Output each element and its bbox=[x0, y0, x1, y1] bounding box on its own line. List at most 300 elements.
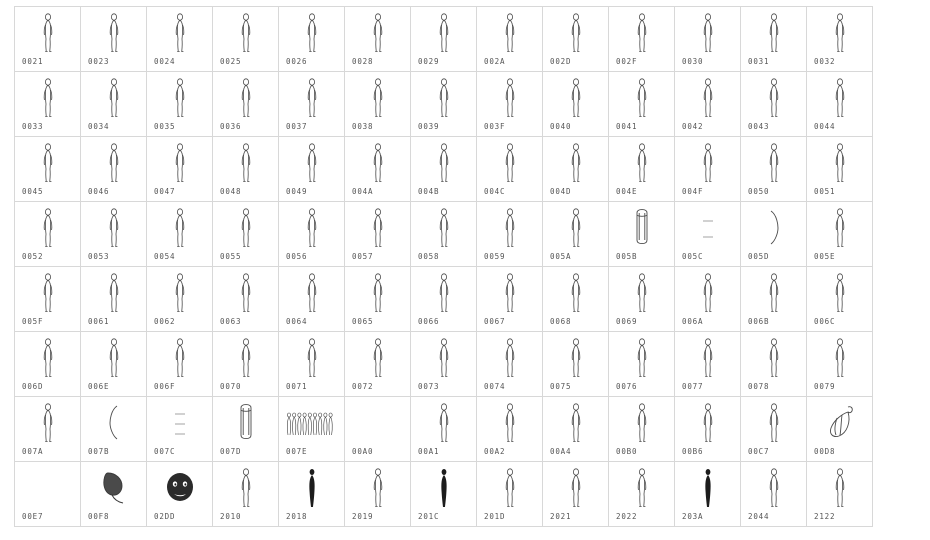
glyph-figure-icon bbox=[675, 141, 740, 183]
glyph-figure-icon bbox=[543, 271, 608, 313]
glyph-cell[interactable] bbox=[147, 397, 213, 462]
glyph-cell[interactable] bbox=[741, 202, 807, 267]
glyph-cell[interactable] bbox=[411, 332, 477, 397]
glyph-codepoint-label: 0057 bbox=[352, 252, 374, 261]
glyph-solid-figure-icon bbox=[411, 466, 476, 508]
glyph-cell[interactable] bbox=[15, 267, 81, 332]
glyph-cell[interactable] bbox=[477, 332, 543, 397]
glyph-figure-icon bbox=[411, 336, 476, 378]
glyph-codepoint-label: 00B0 bbox=[616, 447, 638, 456]
glyph-codepoint-label: 0032 bbox=[814, 57, 836, 66]
glyph-cell[interactable] bbox=[147, 462, 213, 527]
glyph-cell[interactable] bbox=[609, 202, 675, 267]
glyph-figure-icon bbox=[147, 271, 212, 313]
glyph-figure-icon bbox=[609, 141, 674, 183]
glyph-cell[interactable] bbox=[213, 72, 279, 137]
glyph-codepoint-label: 005D bbox=[748, 252, 770, 261]
glyph-solid-figure-icon bbox=[675, 466, 740, 508]
glyph-figure-icon bbox=[807, 141, 872, 183]
glyph-codepoint-label: 0026 bbox=[286, 57, 308, 66]
glyph-cell[interactable] bbox=[213, 202, 279, 267]
glyph-cell[interactable] bbox=[15, 72, 81, 137]
glyph-codepoint-label: 0039 bbox=[418, 122, 440, 131]
glyph-codepoint-label: 006D bbox=[22, 382, 44, 391]
glyph-codepoint-label: 2122 bbox=[814, 512, 836, 521]
glyph-cell[interactable] bbox=[15, 332, 81, 397]
glyph-cell[interactable] bbox=[345, 7, 411, 72]
glyph-figure-icon bbox=[741, 141, 806, 183]
glyph-cell[interactable] bbox=[609, 72, 675, 137]
glyph-codepoint-label: 0046 bbox=[88, 187, 110, 196]
glyph-codepoint-label: 0079 bbox=[814, 382, 836, 391]
glyph-blank-icon bbox=[345, 401, 410, 443]
glyph-figure-icon bbox=[609, 336, 674, 378]
glyph-codepoint-label: 00A1 bbox=[418, 447, 440, 456]
glyph-cell[interactable] bbox=[279, 397, 345, 462]
glyph-figure-icon bbox=[543, 466, 608, 508]
glyph-figure-icon bbox=[807, 271, 872, 313]
glyph-two-dashes-icon bbox=[675, 206, 740, 248]
glyph-cell[interactable] bbox=[543, 397, 609, 462]
glyph-figure-icon bbox=[741, 466, 806, 508]
glyph-codepoint-label: 007D bbox=[220, 447, 242, 456]
glyph-figure-icon bbox=[345, 206, 410, 248]
glyph-codepoint-label: 0061 bbox=[88, 317, 110, 326]
glyph-face-icon bbox=[147, 466, 212, 508]
glyph-cell[interactable] bbox=[279, 72, 345, 137]
glyph-cell[interactable] bbox=[345, 332, 411, 397]
glyph-figure-icon bbox=[279, 206, 344, 248]
glyph-cell[interactable] bbox=[543, 332, 609, 397]
glyph-cell[interactable] bbox=[609, 462, 675, 527]
glyph-figure-icon bbox=[675, 336, 740, 378]
glyph-codepoint-label: 0067 bbox=[484, 317, 506, 326]
glyph-cell[interactable] bbox=[741, 137, 807, 202]
glyph-codepoint-label: 0072 bbox=[352, 382, 374, 391]
glyph-figure-icon bbox=[15, 401, 80, 443]
glyph-figure-icon bbox=[147, 11, 212, 53]
glyph-codepoint-label: 0047 bbox=[154, 187, 176, 196]
glyph-figure-icon bbox=[609, 271, 674, 313]
glyph-figure-icon bbox=[213, 336, 278, 378]
glyph-figure-icon bbox=[81, 206, 146, 248]
glyph-cell[interactable] bbox=[81, 462, 147, 527]
glyph-figure-icon bbox=[477, 206, 542, 248]
glyph-codepoint-label: 0066 bbox=[418, 317, 440, 326]
glyph-grid bbox=[14, 6, 873, 527]
glyph-cell[interactable] bbox=[345, 267, 411, 332]
glyph-cell[interactable] bbox=[807, 462, 873, 527]
glyph-cell[interactable] bbox=[279, 7, 345, 72]
glyph-figure-icon bbox=[147, 76, 212, 118]
glyph-codepoint-label: 203A bbox=[682, 512, 704, 521]
glyph-cell[interactable] bbox=[675, 137, 741, 202]
glyph-codepoint-label: 0036 bbox=[220, 122, 242, 131]
glyph-codepoint-label: 007C bbox=[154, 447, 176, 456]
glyph-figure-icon bbox=[741, 11, 806, 53]
glyph-codepoint-label: 00F8 bbox=[88, 512, 110, 521]
glyph-cell[interactable] bbox=[543, 7, 609, 72]
glyph-codepoint-label: 0034 bbox=[88, 122, 110, 131]
glyph-codepoint-label: 006C bbox=[814, 317, 836, 326]
glyph-codepoint-label: 002A bbox=[484, 57, 506, 66]
glyph-codepoint-label: 007A bbox=[22, 447, 44, 456]
glyph-cell[interactable] bbox=[213, 7, 279, 72]
glyph-codepoint-label: 0078 bbox=[748, 382, 770, 391]
glyph-figure-icon bbox=[477, 76, 542, 118]
glyph-cell[interactable] bbox=[543, 137, 609, 202]
glyph-codepoint-label: 0030 bbox=[682, 57, 704, 66]
glyph-bracket-left-object-icon bbox=[609, 206, 674, 248]
glyph-codepoint-label: 2010 bbox=[220, 512, 242, 521]
glyph-codepoint-label: 0023 bbox=[88, 57, 110, 66]
glyph-figure-icon bbox=[213, 76, 278, 118]
glyph-codepoint-label: 00D8 bbox=[814, 447, 836, 456]
glyph-codepoint-label: 002D bbox=[550, 57, 572, 66]
glyph-cell[interactable] bbox=[741, 72, 807, 137]
glyph-figure-icon bbox=[279, 336, 344, 378]
glyph-cell[interactable] bbox=[609, 7, 675, 72]
glyph-figure-icon bbox=[477, 271, 542, 313]
glyph-cell[interactable] bbox=[147, 267, 213, 332]
glyph-figure-icon bbox=[345, 76, 410, 118]
glyph-codepoint-label: 0045 bbox=[22, 187, 44, 196]
glyph-figure-icon bbox=[81, 11, 146, 53]
glyph-cell[interactable] bbox=[345, 137, 411, 202]
glyph-codepoint-label: 006E bbox=[88, 382, 110, 391]
glyph-figure-icon bbox=[15, 336, 80, 378]
glyph-figure-icon bbox=[609, 401, 674, 443]
glyph-figure-icon bbox=[477, 401, 542, 443]
glyph-codepoint-label: 0074 bbox=[484, 382, 506, 391]
glyph-cell[interactable] bbox=[807, 7, 873, 72]
glyph-cell[interactable] bbox=[213, 397, 279, 462]
glyph-cell[interactable] bbox=[147, 72, 213, 137]
glyph-figure-icon bbox=[477, 466, 542, 508]
glyph-codepoint-label: 005C bbox=[682, 252, 704, 261]
glyph-codepoint-label: 005B bbox=[616, 252, 638, 261]
glyph-cell[interactable] bbox=[411, 397, 477, 462]
glyph-figure-icon bbox=[543, 401, 608, 443]
glyph-figure-icon bbox=[741, 271, 806, 313]
glyph-cell[interactable] bbox=[477, 267, 543, 332]
glyph-cell[interactable] bbox=[477, 397, 543, 462]
glyph-figure-icon bbox=[345, 466, 410, 508]
glyph-codepoint-label: 0021 bbox=[22, 57, 44, 66]
glyph-cell[interactable] bbox=[675, 267, 741, 332]
glyph-codepoint-label: 2018 bbox=[286, 512, 308, 521]
glyph-cell[interactable] bbox=[477, 7, 543, 72]
glyph-codepoint-label: 2022 bbox=[616, 512, 638, 521]
glyph-figure-icon bbox=[81, 271, 146, 313]
glyph-codepoint-label: 02DD bbox=[154, 512, 176, 521]
glyph-figure-icon bbox=[345, 11, 410, 53]
glyph-figure-icon bbox=[213, 11, 278, 53]
glyph-cell[interactable] bbox=[609, 397, 675, 462]
glyph-figure-icon bbox=[807, 206, 872, 248]
glyph-figure-icon bbox=[147, 206, 212, 248]
glyph-blank-icon bbox=[15, 466, 80, 508]
glyph-figure-icon bbox=[147, 141, 212, 183]
glyph-cell[interactable] bbox=[411, 267, 477, 332]
glyph-codepoint-label: 0077 bbox=[682, 382, 704, 391]
glyph-figure-icon bbox=[213, 141, 278, 183]
glyph-cell[interactable] bbox=[609, 332, 675, 397]
glyph-cell[interactable] bbox=[609, 137, 675, 202]
glyph-codepoint-label: 004F bbox=[682, 187, 704, 196]
glyph-bracket-left-icon bbox=[81, 401, 146, 443]
glyph-cell[interactable] bbox=[675, 332, 741, 397]
glyph-codepoint-label: 00A2 bbox=[484, 447, 506, 456]
glyph-bracket-right-icon bbox=[741, 206, 806, 248]
glyph-figure-icon bbox=[477, 141, 542, 183]
glyph-figure-icon bbox=[807, 336, 872, 378]
glyph-cell[interactable] bbox=[411, 137, 477, 202]
glyph-cell[interactable] bbox=[213, 462, 279, 527]
glyph-codepoint-label: 004C bbox=[484, 187, 506, 196]
glyph-figure-icon bbox=[213, 271, 278, 313]
glyph-codepoint-label: 0075 bbox=[550, 382, 572, 391]
glyph-codepoint-label: 0054 bbox=[154, 252, 176, 261]
glyph-codepoint-label: 0028 bbox=[352, 57, 374, 66]
glyph-codepoint-label: 201D bbox=[484, 512, 506, 521]
glyph-cell[interactable] bbox=[807, 72, 873, 137]
glyph-codepoint-label: 0070 bbox=[220, 382, 242, 391]
glyph-codepoint-label: 0042 bbox=[682, 122, 704, 131]
glyph-figure-icon bbox=[675, 271, 740, 313]
glyph-cell[interactable] bbox=[543, 267, 609, 332]
glyph-figure-icon bbox=[213, 206, 278, 248]
glyph-figure-icon bbox=[741, 336, 806, 378]
glyph-codepoint-label: 007E bbox=[286, 447, 308, 456]
glyph-figure-icon bbox=[15, 206, 80, 248]
glyph-codepoint-label: 201C bbox=[418, 512, 440, 521]
glyph-codepoint-label: 006A bbox=[682, 317, 704, 326]
glyph-cell[interactable] bbox=[81, 7, 147, 72]
glyph-cell[interactable] bbox=[81, 267, 147, 332]
glyph-figure-icon bbox=[279, 141, 344, 183]
glyph-cell[interactable] bbox=[477, 72, 543, 137]
glyph-figure-icon bbox=[609, 466, 674, 508]
glyph-cell[interactable] bbox=[345, 462, 411, 527]
glyph-figure-icon bbox=[477, 11, 542, 53]
glyph-codepoint-label: 004A bbox=[352, 187, 374, 196]
glyph-cell[interactable] bbox=[81, 72, 147, 137]
glyph-cell[interactable] bbox=[213, 267, 279, 332]
glyph-codepoint-label: 0050 bbox=[748, 187, 770, 196]
glyph-spade-leaf-icon bbox=[81, 466, 146, 508]
glyph-cell[interactable] bbox=[807, 397, 873, 462]
glyph-figure-icon bbox=[345, 271, 410, 313]
glyph-codepoint-label: 0076 bbox=[616, 382, 638, 391]
glyph-cell[interactable] bbox=[741, 267, 807, 332]
glyph-figure-icon bbox=[279, 11, 344, 53]
glyph-figure-icon bbox=[411, 206, 476, 248]
glyph-cell[interactable] bbox=[477, 202, 543, 267]
glyph-codepoint-label: 0048 bbox=[220, 187, 242, 196]
glyph-codepoint-label: 0037 bbox=[286, 122, 308, 131]
glyph-codepoint-label: 0069 bbox=[616, 317, 638, 326]
glyph-codepoint-label: 0062 bbox=[154, 317, 176, 326]
glyph-codepoint-label: 00B6 bbox=[682, 447, 704, 456]
glyph-figure-icon bbox=[675, 11, 740, 53]
glyph-codepoint-label: 0024 bbox=[154, 57, 176, 66]
glyph-figure-icon bbox=[609, 11, 674, 53]
glyph-codepoint-label: 0058 bbox=[418, 252, 440, 261]
glyph-codepoint-label: 00E7 bbox=[22, 512, 44, 521]
glyph-codepoint-label: 0038 bbox=[352, 122, 374, 131]
glyph-cell[interactable] bbox=[15, 397, 81, 462]
glyph-codepoint-label: 0071 bbox=[286, 382, 308, 391]
glyph-codepoint-label: 0033 bbox=[22, 122, 44, 131]
glyph-figure-icon bbox=[15, 271, 80, 313]
glyph-figure-icon bbox=[807, 76, 872, 118]
glyph-cell[interactable] bbox=[15, 7, 81, 72]
glyph-codepoint-label: 005E bbox=[814, 252, 836, 261]
glyph-figure-icon bbox=[81, 336, 146, 378]
glyph-cell[interactable] bbox=[477, 137, 543, 202]
glyph-codepoint-label: 003F bbox=[484, 122, 506, 131]
glyph-figure-icon bbox=[279, 76, 344, 118]
glyph-cell[interactable] bbox=[15, 462, 81, 527]
glyph-cell[interactable] bbox=[411, 72, 477, 137]
glyph-cell[interactable] bbox=[807, 202, 873, 267]
glyph-cell[interactable] bbox=[741, 462, 807, 527]
glyph-figure-icon bbox=[15, 141, 80, 183]
glyph-codepoint-label: 004D bbox=[550, 187, 572, 196]
glyph-solid-figure-icon bbox=[279, 466, 344, 508]
glyph-cell[interactable] bbox=[741, 397, 807, 462]
glyph-cell[interactable] bbox=[741, 7, 807, 72]
glyph-cell[interactable] bbox=[741, 332, 807, 397]
glyph-cell[interactable] bbox=[213, 137, 279, 202]
glyph-codepoint-label: 0029 bbox=[418, 57, 440, 66]
glyph-codepoint-label: 006F bbox=[154, 382, 176, 391]
glyph-codepoint-label: 004E bbox=[616, 187, 638, 196]
glyph-figure-icon bbox=[741, 76, 806, 118]
glyph-cell[interactable] bbox=[81, 202, 147, 267]
glyph-cell[interactable] bbox=[675, 7, 741, 72]
glyph-cell[interactable] bbox=[411, 462, 477, 527]
glyph-cell[interactable] bbox=[147, 202, 213, 267]
glyph-cell[interactable] bbox=[81, 137, 147, 202]
glyph-codepoint-label: 2044 bbox=[748, 512, 770, 521]
glyph-codepoint-label: 0051 bbox=[814, 187, 836, 196]
glyph-figure-icon bbox=[411, 141, 476, 183]
glyph-figure-icon bbox=[345, 141, 410, 183]
glyph-cell[interactable] bbox=[675, 462, 741, 527]
glyph-codepoint-label: 0052 bbox=[22, 252, 44, 261]
glyph-codepoint-label: 0049 bbox=[286, 187, 308, 196]
glyph-figure-icon bbox=[543, 76, 608, 118]
glyph-codepoint-label: 0053 bbox=[88, 252, 110, 261]
glyph-figure-icon bbox=[543, 141, 608, 183]
glyph-figure-icon bbox=[213, 466, 278, 508]
glyph-cell[interactable] bbox=[345, 202, 411, 267]
glyph-cell[interactable] bbox=[411, 7, 477, 72]
glyph-codepoint-label: 0063 bbox=[220, 317, 242, 326]
glyph-cell[interactable] bbox=[675, 202, 741, 267]
glyph-codepoint-label: 006B bbox=[748, 317, 770, 326]
glyph-cell[interactable] bbox=[279, 137, 345, 202]
glyph-figure-icon bbox=[741, 401, 806, 443]
glyph-cell[interactable] bbox=[807, 267, 873, 332]
glyph-three-dashes-icon bbox=[147, 401, 212, 443]
glyph-codepoint-label: 00A0 bbox=[352, 447, 374, 456]
glyph-cell[interactable] bbox=[279, 332, 345, 397]
glyph-codepoint-label: 007B bbox=[88, 447, 110, 456]
glyph-codepoint-label: 2019 bbox=[352, 512, 374, 521]
glyph-figure-icon bbox=[609, 76, 674, 118]
glyph-figure-icon bbox=[807, 11, 872, 53]
glyph-codepoint-label: 0056 bbox=[286, 252, 308, 261]
glyph-cell[interactable] bbox=[477, 462, 543, 527]
glyph-cell[interactable] bbox=[15, 137, 81, 202]
glyph-cell[interactable] bbox=[147, 137, 213, 202]
glyph-cell[interactable] bbox=[543, 72, 609, 137]
glyph-codepoint-label: 00A4 bbox=[550, 447, 572, 456]
glyph-cell[interactable] bbox=[15, 202, 81, 267]
glyph-cell[interactable] bbox=[147, 7, 213, 72]
glyph-cell[interactable] bbox=[543, 202, 609, 267]
glyph-cell[interactable] bbox=[279, 202, 345, 267]
glyph-bracket-left-object-icon bbox=[213, 401, 278, 443]
glyph-cell[interactable] bbox=[279, 462, 345, 527]
glyph-balloon-icon bbox=[807, 401, 872, 443]
glyph-figure-icon bbox=[411, 11, 476, 53]
glyph-cell[interactable] bbox=[807, 332, 873, 397]
glyph-cell[interactable] bbox=[279, 267, 345, 332]
glyph-figure-icon bbox=[675, 76, 740, 118]
glyph-figure-icon bbox=[81, 76, 146, 118]
glyph-cell[interactable] bbox=[81, 332, 147, 397]
glyph-codepoint-label: 005A bbox=[550, 252, 572, 261]
glyph-figure-icon bbox=[15, 11, 80, 53]
glyph-codepoint-label: 002F bbox=[616, 57, 638, 66]
glyph-cell[interactable] bbox=[81, 397, 147, 462]
glyph-codepoint-label: 0068 bbox=[550, 317, 572, 326]
glyph-codepoint-label: 0031 bbox=[748, 57, 770, 66]
glyph-cell[interactable] bbox=[345, 72, 411, 137]
glyph-cell[interactable] bbox=[543, 462, 609, 527]
glyph-figure-icon bbox=[411, 271, 476, 313]
glyph-codepoint-label: 005F bbox=[22, 317, 44, 326]
glyph-figure-icon bbox=[807, 466, 872, 508]
glyph-figure-icon bbox=[543, 11, 608, 53]
glyph-figure-icon bbox=[543, 206, 608, 248]
glyph-codepoint-label: 0059 bbox=[484, 252, 506, 261]
glyph-figure-icon bbox=[675, 401, 740, 443]
glyph-codepoint-label: 0065 bbox=[352, 317, 374, 326]
glyph-cell[interactable] bbox=[213, 332, 279, 397]
glyph-codepoint-label: 0055 bbox=[220, 252, 242, 261]
glyph-cell[interactable] bbox=[609, 267, 675, 332]
glyph-cell[interactable] bbox=[345, 397, 411, 462]
glyph-cell[interactable] bbox=[675, 72, 741, 137]
glyph-figure-icon bbox=[15, 76, 80, 118]
glyph-cell[interactable] bbox=[411, 202, 477, 267]
glyph-figure-icon bbox=[147, 336, 212, 378]
glyph-figure-icon bbox=[543, 336, 608, 378]
glyph-figure-icon bbox=[411, 401, 476, 443]
glyph-codepoint-label: 0035 bbox=[154, 122, 176, 131]
glyph-figure-icon bbox=[345, 336, 410, 378]
glyph-cell[interactable] bbox=[807, 137, 873, 202]
glyph-codepoint-label: 00C7 bbox=[748, 447, 770, 456]
glyph-cell[interactable] bbox=[675, 397, 741, 462]
glyph-codepoint-label: 0025 bbox=[220, 57, 242, 66]
glyph-cell[interactable] bbox=[147, 332, 213, 397]
